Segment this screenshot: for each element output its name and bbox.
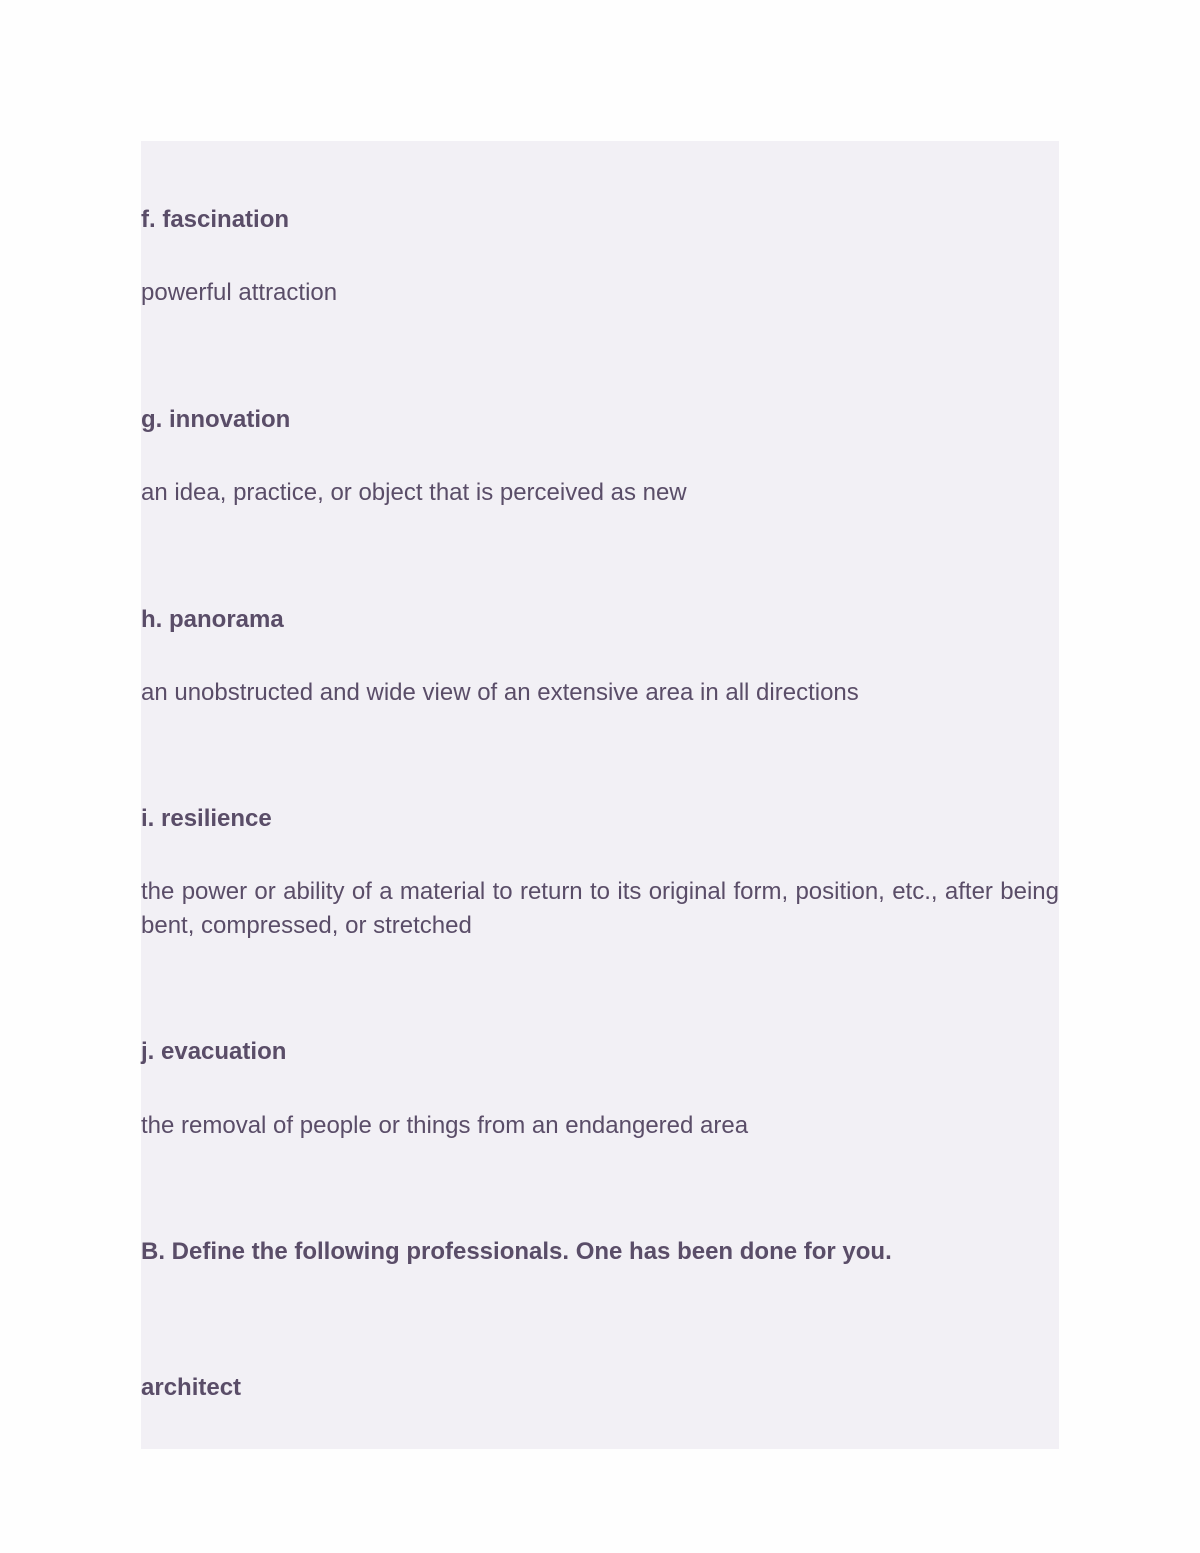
definition-fascination: powerful attraction bbox=[141, 279, 338, 306]
term-fascination: f. fascination bbox=[141, 206, 290, 233]
section-b-heading: B. Define the following professionals. One has been done for you. bbox=[141, 1238, 892, 1265]
definition-panorama: an unobstructed and wide view of an extensive area in all directions bbox=[141, 679, 859, 706]
definition-resilience: the power or ability of a material to return to its original form, position, etc., after being bent, compressed, or stretched bbox=[141, 878, 1059, 939]
term-architect: architect bbox=[141, 1374, 242, 1401]
definition-innovation: an idea, practice, or object that is perceived as new bbox=[141, 479, 687, 506]
document-page bbox=[141, 141, 1059, 1449]
term-panorama: h. panorama bbox=[141, 606, 284, 633]
term-resilience: i. resilience bbox=[141, 805, 272, 832]
term-innovation: g. innovation bbox=[141, 406, 291, 433]
definition-evacuation: the removal of people or things from an endangered area bbox=[141, 1112, 749, 1139]
term-evacuation: j. evacuation bbox=[141, 1038, 287, 1065]
